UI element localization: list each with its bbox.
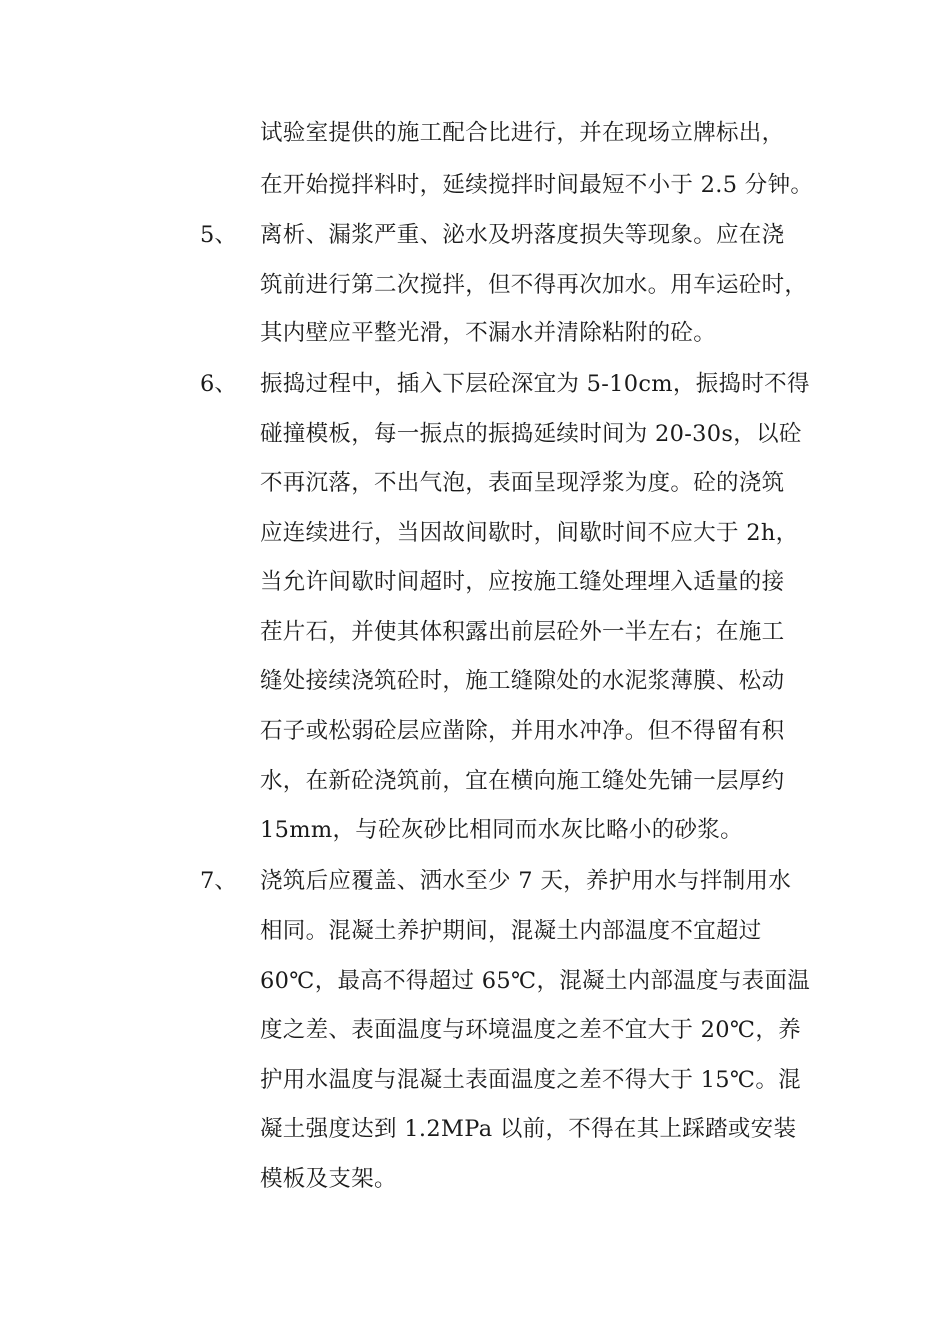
text-line: 其内壁应平整光滑，不漏水并清除粘附的砼。 [260,320,717,346]
text-line: 水，在新砼浇筑前，宜在横向施工缝处先铺一层厚约 [260,768,785,794]
text-line: 护用水温度与混凝土表面温度之差不得大于 15℃。混 [260,1067,801,1093]
text-line: 缝处接续浇筑砼时，施工缝隙处的水泥浆薄膜、松动 [260,668,785,694]
text-line: 相同。混凝土养护期间，混凝土内部温度不宜超过 [260,918,762,944]
text-line: 应连续进行，当因故间歇时，间歇时间不应大于 2h， [260,520,799,546]
text-line: 凝土强度达到 1.2MPa 以前，不得在其上踩踏或安装 [260,1116,797,1142]
item-number: 7、 [200,868,237,894]
item-number: 5、 [200,222,237,248]
text-line: 当允许间歇时间超时，应按施工缝处理埋入适量的接 [260,569,785,595]
text-line: 碰撞模板，每一振点的振捣延续时间为 20-30s，以砼 [260,421,802,447]
text-line: 不再沉落，不出气泡，表面呈现浮浆为度。砼的浇筑 [260,470,785,496]
item-number: 6、 [200,371,237,397]
text-line: 离析、漏浆严重、泌水及坍落度损失等现象。应在浇 [260,222,785,248]
text-line: 60℃，最高不得超过 65℃，混凝土内部温度与表面温 [260,968,811,994]
text-line: 茬片石，并使其体积露出前层砼外一半左右；在施工 [260,619,785,645]
text-line: 在开始搅拌料时，延续搅拌时间最短不小于 2.5 分钟。 [260,172,814,198]
text-line: 筑前进行第二次搅拌，但不得再次加水。用车运砼时， [260,272,808,298]
text-line: 浇筑后应覆盖、洒水至少 7 天，养护用水与拌制用水 [260,868,792,894]
text-line: 振捣过程中，插入下层砼深宜为 5-10cm，振捣时不得 [260,371,810,397]
text-line: 度之差、表面温度与环境温度之差不宜大于 20℃，养 [260,1017,801,1043]
text-line: 石子或松弱砼层应凿除，并用水冲净。但不得留有积 [260,718,785,744]
text-line: 试验室提供的施工配合比进行，并在现场立牌标出， [260,120,785,146]
text-line: 15mm，与砼灰砂比相同而水灰比略小的砂浆。 [260,817,743,843]
text-line: 模板及支架。 [260,1166,397,1192]
